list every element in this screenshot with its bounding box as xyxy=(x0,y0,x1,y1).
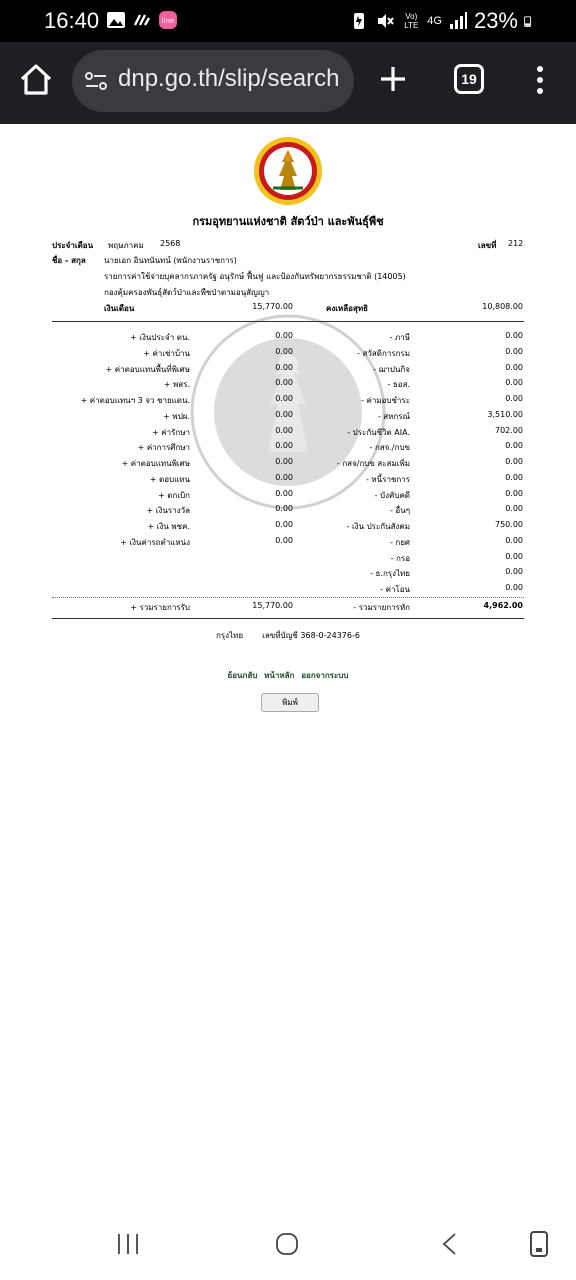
salary-label: เงินเดือน xyxy=(104,304,135,313)
name-label: ชื่อ - สกุล xyxy=(52,256,86,265)
total-deduction-label: - รวมรายการหัก xyxy=(353,603,410,612)
income-item-label: + ค่าการศึกษา xyxy=(137,443,190,452)
income-item-label: + ตกเบิก xyxy=(158,491,190,500)
deduction-item-value: 0.00 xyxy=(505,347,523,356)
deduction-item-label: - ประกันชีวิต AIA. xyxy=(347,428,410,437)
deduction-item-value: 0.00 xyxy=(505,583,523,592)
deduction-item-value: 0.00 xyxy=(505,504,523,513)
tab-switcher-button[interactable]: 19 xyxy=(454,64,484,94)
svg-text:line: line xyxy=(161,17,175,25)
url-text[interactable]: dnp.go.th/slip/search xyxy=(118,65,340,92)
back-nav-icon[interactable] xyxy=(440,1232,460,1256)
bank-account-line xyxy=(0,629,576,642)
battery-icon xyxy=(524,11,536,31)
income-item-value: 0.00 xyxy=(275,410,293,419)
deduction-item-label: - กรอ xyxy=(390,554,410,563)
salary-value: 15,770.00 xyxy=(252,302,293,311)
deduction-item-value: 0.00 xyxy=(505,489,523,498)
deduction-item-label: - ฌาปนกิจ xyxy=(373,365,410,374)
income-item-label: + เงินรางวัล xyxy=(146,506,190,515)
month-label: ประจำเดือน xyxy=(52,241,94,250)
income-item-value: 0.00 xyxy=(275,347,293,356)
print-button[interactable]: พิมพ์ xyxy=(261,693,319,712)
address-bar[interactable] xyxy=(72,50,354,112)
income-item-label: + ค่ารักษา xyxy=(152,428,190,437)
account-number: เลขที่บัญชี 368-0-24376-6 xyxy=(262,631,360,640)
back-link[interactable]: ย้อนกลับ xyxy=(227,671,258,680)
income-item-label: + ตอบแทน xyxy=(149,475,190,484)
total-income-value: 15,770.00 xyxy=(252,601,293,610)
deduction-item-value: 0.00 xyxy=(505,567,523,576)
total-deduction-value: 4,962.00 xyxy=(483,601,523,610)
pay-slip-page xyxy=(0,124,576,1220)
income-item-value: 0.00 xyxy=(275,473,293,482)
deduction-item-value: 0.00 xyxy=(505,378,523,387)
deduction-item-value: 750.00 xyxy=(495,520,523,529)
expense-line: รายการค่าใช้จ่ายบุคลากรภาครัฐ อนุรักษ์ ฟื้นฟู และป้องกันทรัพยากรธรรมชาติ (14005) xyxy=(104,272,406,281)
site-settings-icon[interactable] xyxy=(84,70,108,92)
slip-number-label: เลขที่ xyxy=(478,241,497,250)
dotted-divider xyxy=(52,597,524,598)
bank-name: กรุงไทย xyxy=(216,631,244,640)
year-value: 2568 xyxy=(160,239,181,248)
department-seal-logo xyxy=(253,136,323,206)
income-item-label: + เงินประจำ ตน. xyxy=(130,333,190,342)
income-item-value: 0.00 xyxy=(275,331,293,340)
deduction-item-label: - ค่าโอน xyxy=(380,585,410,594)
deduction-item-value: 702.00 xyxy=(495,426,523,435)
month-value: พฤษภาคม xyxy=(108,241,144,250)
status-time: 16:40 xyxy=(44,8,100,33)
deduction-item-value: 0.00 xyxy=(505,331,523,340)
deduction-item-value: 0.00 xyxy=(505,394,523,403)
deduction-item-value: 0.00 xyxy=(505,441,523,450)
income-item-label: + ค่าเช่าบ้าน xyxy=(143,349,190,358)
deduction-item-label: - กสจ/กบข สะสมเพิ่ม xyxy=(336,459,410,468)
income-item-value: 0.00 xyxy=(275,394,293,403)
deduction-item-value: 0.00 xyxy=(505,363,523,372)
app-icon[interactable] xyxy=(528,1230,550,1258)
net-label: คงเหลือสุทธิ xyxy=(326,304,369,313)
slip-number-value: 212 xyxy=(508,239,524,248)
employee-name: นายเอก อินทนันทน์ (พนักงานราชการ) xyxy=(104,256,237,265)
signal-icon xyxy=(448,11,468,31)
new-tab-icon[interactable] xyxy=(378,64,408,94)
browser-toolbar xyxy=(0,42,576,124)
deduction-item-label: - สวัสดิการกรม xyxy=(357,349,410,358)
deduction-item-value: 0.00 xyxy=(505,536,523,545)
income-item-label: + เงิน พชค. xyxy=(147,522,190,531)
gallery-icon xyxy=(106,10,126,30)
income-item-label: + ค่าตอบแทนพื้นที่พิเศษ xyxy=(105,365,190,374)
deduction-item-value: 0.00 xyxy=(505,473,523,482)
deduction-item-value: 3,510.00 xyxy=(487,410,523,419)
income-item-value: 0.00 xyxy=(275,489,293,498)
battery-saver-icon xyxy=(349,11,369,31)
volte-indicator: Vo) LTE xyxy=(404,12,419,30)
income-item-value: 0.00 xyxy=(275,536,293,545)
home-icon[interactable] xyxy=(16,60,56,100)
deduction-item-label: - กยศ xyxy=(389,538,410,547)
deduction-item-label: - ธ.กรุงไทย xyxy=(370,569,410,578)
footer-links xyxy=(0,669,576,682)
mute-icon xyxy=(375,11,395,31)
income-item-value: 0.00 xyxy=(275,441,293,450)
organization-title: กรมอุทยานแห่งชาติ สัตว์ป่า และพันธุ์พืช xyxy=(192,215,384,228)
deduction-item-value: 0.00 xyxy=(505,552,523,561)
income-item-label: + พปผ. xyxy=(163,412,190,421)
income-item-label: + พสร. xyxy=(163,380,190,389)
income-item-value: 0.00 xyxy=(275,426,293,435)
income-item-value: 0.00 xyxy=(275,504,293,513)
deduction-item-label: - ธอส. xyxy=(387,380,410,389)
net-value: 10,808.00 xyxy=(482,302,523,311)
deduction-item-label: - ภาษี xyxy=(389,333,410,342)
income-item-label: + ค่าตอบแทนพิเศษ xyxy=(121,459,190,468)
battery-percent: 23% xyxy=(473,8,518,33)
deduction-item-label: - กสจ./กบข xyxy=(369,443,410,452)
network-type: 4G xyxy=(427,15,442,27)
home-nav-icon[interactable] xyxy=(275,1232,299,1256)
recent-apps-icon[interactable] xyxy=(116,1232,140,1256)
division-line: กองคุ้มครองพันธุ์สัตว์ป่าและพืชป่าตามอนุสัญญา xyxy=(104,288,270,297)
deduction-item-label: - สหกรณ์ xyxy=(377,412,410,421)
deduction-item-label: - อื่นๆ xyxy=(390,506,410,515)
home-link[interactable]: หน้าหลัก xyxy=(264,671,295,680)
deduction-item-label: - หนี้ราชการ xyxy=(365,475,410,484)
more-menu-icon[interactable] xyxy=(530,64,550,96)
logout-link[interactable]: ออกจากระบบ xyxy=(301,671,349,680)
income-item-value: 0.00 xyxy=(275,363,293,372)
income-item-value: 0.00 xyxy=(275,520,293,529)
line-app-icon xyxy=(158,10,178,30)
system-nav-bar xyxy=(0,1220,576,1280)
total-income-label: + รวมรายการรับ xyxy=(130,603,190,612)
income-item-value: 0.00 xyxy=(275,457,293,466)
divider xyxy=(52,618,524,619)
deduction-item-label: - บังคับคดี xyxy=(374,491,410,500)
status-bar xyxy=(0,0,576,42)
deduction-item-label: - เงิน ประกันสังคม xyxy=(346,522,410,531)
deduction-item-value: 0.00 xyxy=(505,457,523,466)
income-item-value: 0.00 xyxy=(275,378,293,387)
deduction-item-label: - ค่ามอบชำระ xyxy=(361,396,410,405)
income-item-label: + เงินค่ารถตำแหน่ง xyxy=(120,538,190,547)
wifi-calling-icon xyxy=(132,10,152,30)
income-item-label: + ค่าตอบแทนฯ 3 จว ชายแดน. xyxy=(80,396,190,405)
